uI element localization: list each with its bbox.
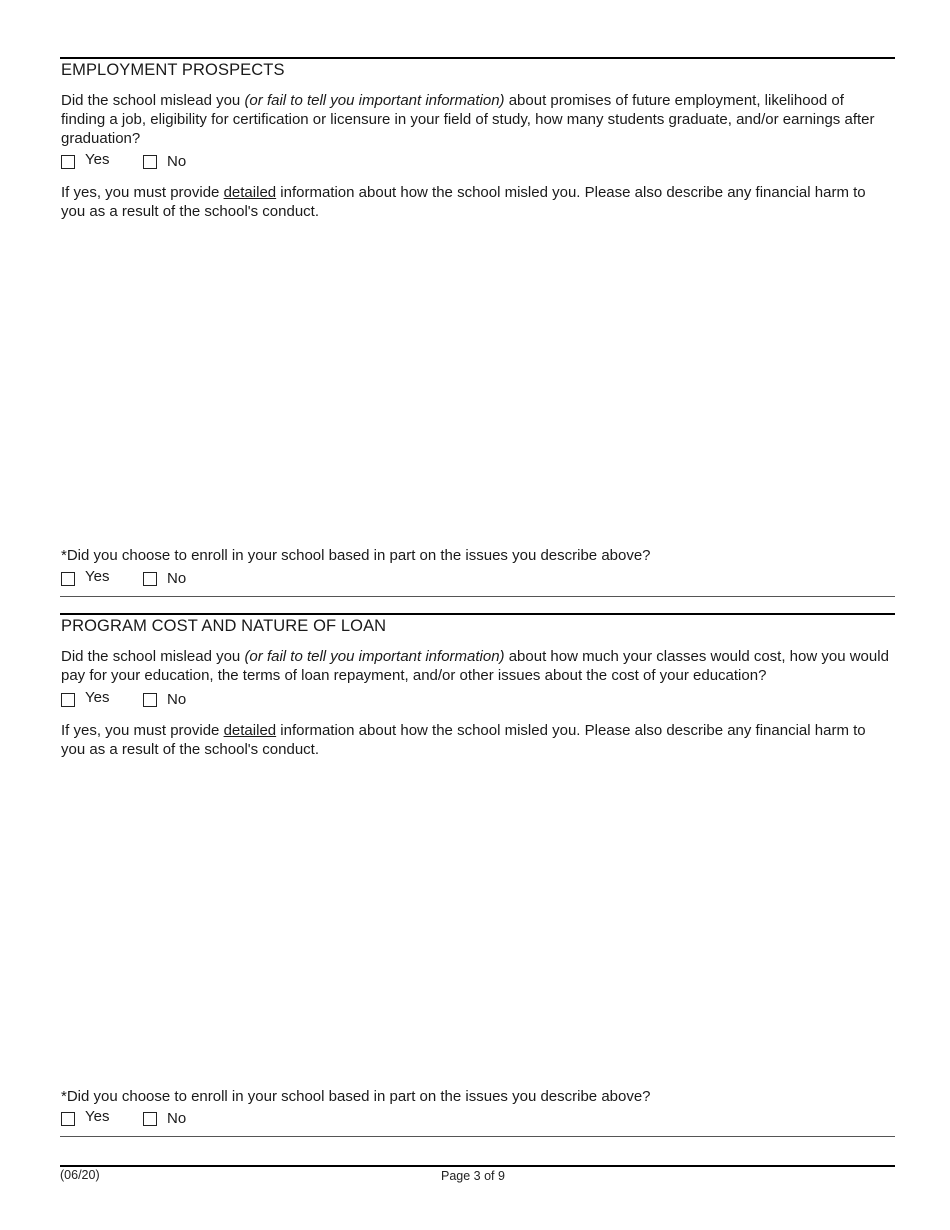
program-cost-question bbox=[61, 647, 891, 685]
instruction-underlined-text: detailed bbox=[223, 722, 277, 739]
checkbox-no[interactable] bbox=[143, 1112, 157, 1126]
checkbox-no[interactable] bbox=[143, 693, 157, 707]
question-text: about how much your classes would cost, how you would pay for your education, the terms of loan repayment, and/or other issues about the cost of your education? bbox=[61, 648, 889, 684]
footer-rule bbox=[60, 1165, 895, 1167]
employment-followup-instructions bbox=[61, 183, 891, 221]
employment-question bbox=[61, 91, 891, 148]
question-text: Did the school mislead you bbox=[61, 92, 245, 109]
employment-enroll-question: *Did you choose to enroll in your school based in part on the issues you describe above? bbox=[61, 547, 651, 564]
section-top-rule bbox=[60, 57, 895, 59]
yes-label: Yes bbox=[85, 151, 110, 168]
section-bottom-rule bbox=[60, 596, 895, 597]
yes-label: Yes bbox=[85, 568, 110, 585]
checkbox-no[interactable] bbox=[143, 572, 157, 586]
program-cost-followup-instructions bbox=[61, 721, 891, 759]
yes-label: Yes bbox=[85, 689, 110, 706]
checkbox-yes[interactable] bbox=[61, 1112, 75, 1126]
checkbox-yes[interactable] bbox=[61, 572, 75, 586]
question-text: Did the school mislead you bbox=[61, 648, 245, 665]
instruction-text: information about how the school misled you. Please also describe any financial harm to you as a result of the school's conduct. bbox=[61, 184, 866, 220]
question-italic-text: (or fail to tell you important information) bbox=[244, 648, 505, 665]
form-revision-date: (06/20) bbox=[60, 1168, 100, 1182]
page-number: Page 3 of 9 bbox=[441, 1169, 505, 1183]
yes-label: Yes bbox=[85, 1108, 110, 1125]
question-italic-text: (or fail to tell you important information) bbox=[244, 92, 505, 109]
no-label: No bbox=[167, 570, 187, 587]
instruction-underlined-text: detailed bbox=[223, 184, 277, 201]
checkbox-yes[interactable] bbox=[61, 155, 75, 169]
no-label: No bbox=[167, 691, 187, 708]
checkbox-yes[interactable] bbox=[61, 693, 75, 707]
instruction-text: If yes, you must provide bbox=[61, 722, 224, 739]
instruction-text: information about how the school misled you. Please also describe any financial harm to you as a result of the school's conduct. bbox=[61, 722, 866, 758]
no-label: No bbox=[167, 1110, 187, 1127]
section-top-rule bbox=[60, 613, 895, 615]
checkbox-no[interactable] bbox=[143, 155, 157, 169]
section-heading-program-cost: PROGRAM COST AND NATURE OF LOAN bbox=[61, 617, 387, 635]
no-label: No bbox=[167, 153, 187, 170]
program-cost-enroll-question: *Did you choose to enroll in your school based in part on the issues you describe above? bbox=[61, 1088, 651, 1105]
section-bottom-rule bbox=[60, 1136, 895, 1137]
program-cost-details-field[interactable] bbox=[61, 763, 891, 1078]
instruction-text: If yes, you must provide bbox=[61, 184, 224, 201]
section-heading-employment: EMPLOYMENT PROSPECTS bbox=[61, 61, 285, 79]
question-text: about promises of future employment, likelihood of finding a job, eligibility for certification or licensure in your field of study, how many students graduate, and/or earnings after graduation? bbox=[61, 92, 875, 147]
employment-details-field[interactable] bbox=[61, 225, 891, 540]
